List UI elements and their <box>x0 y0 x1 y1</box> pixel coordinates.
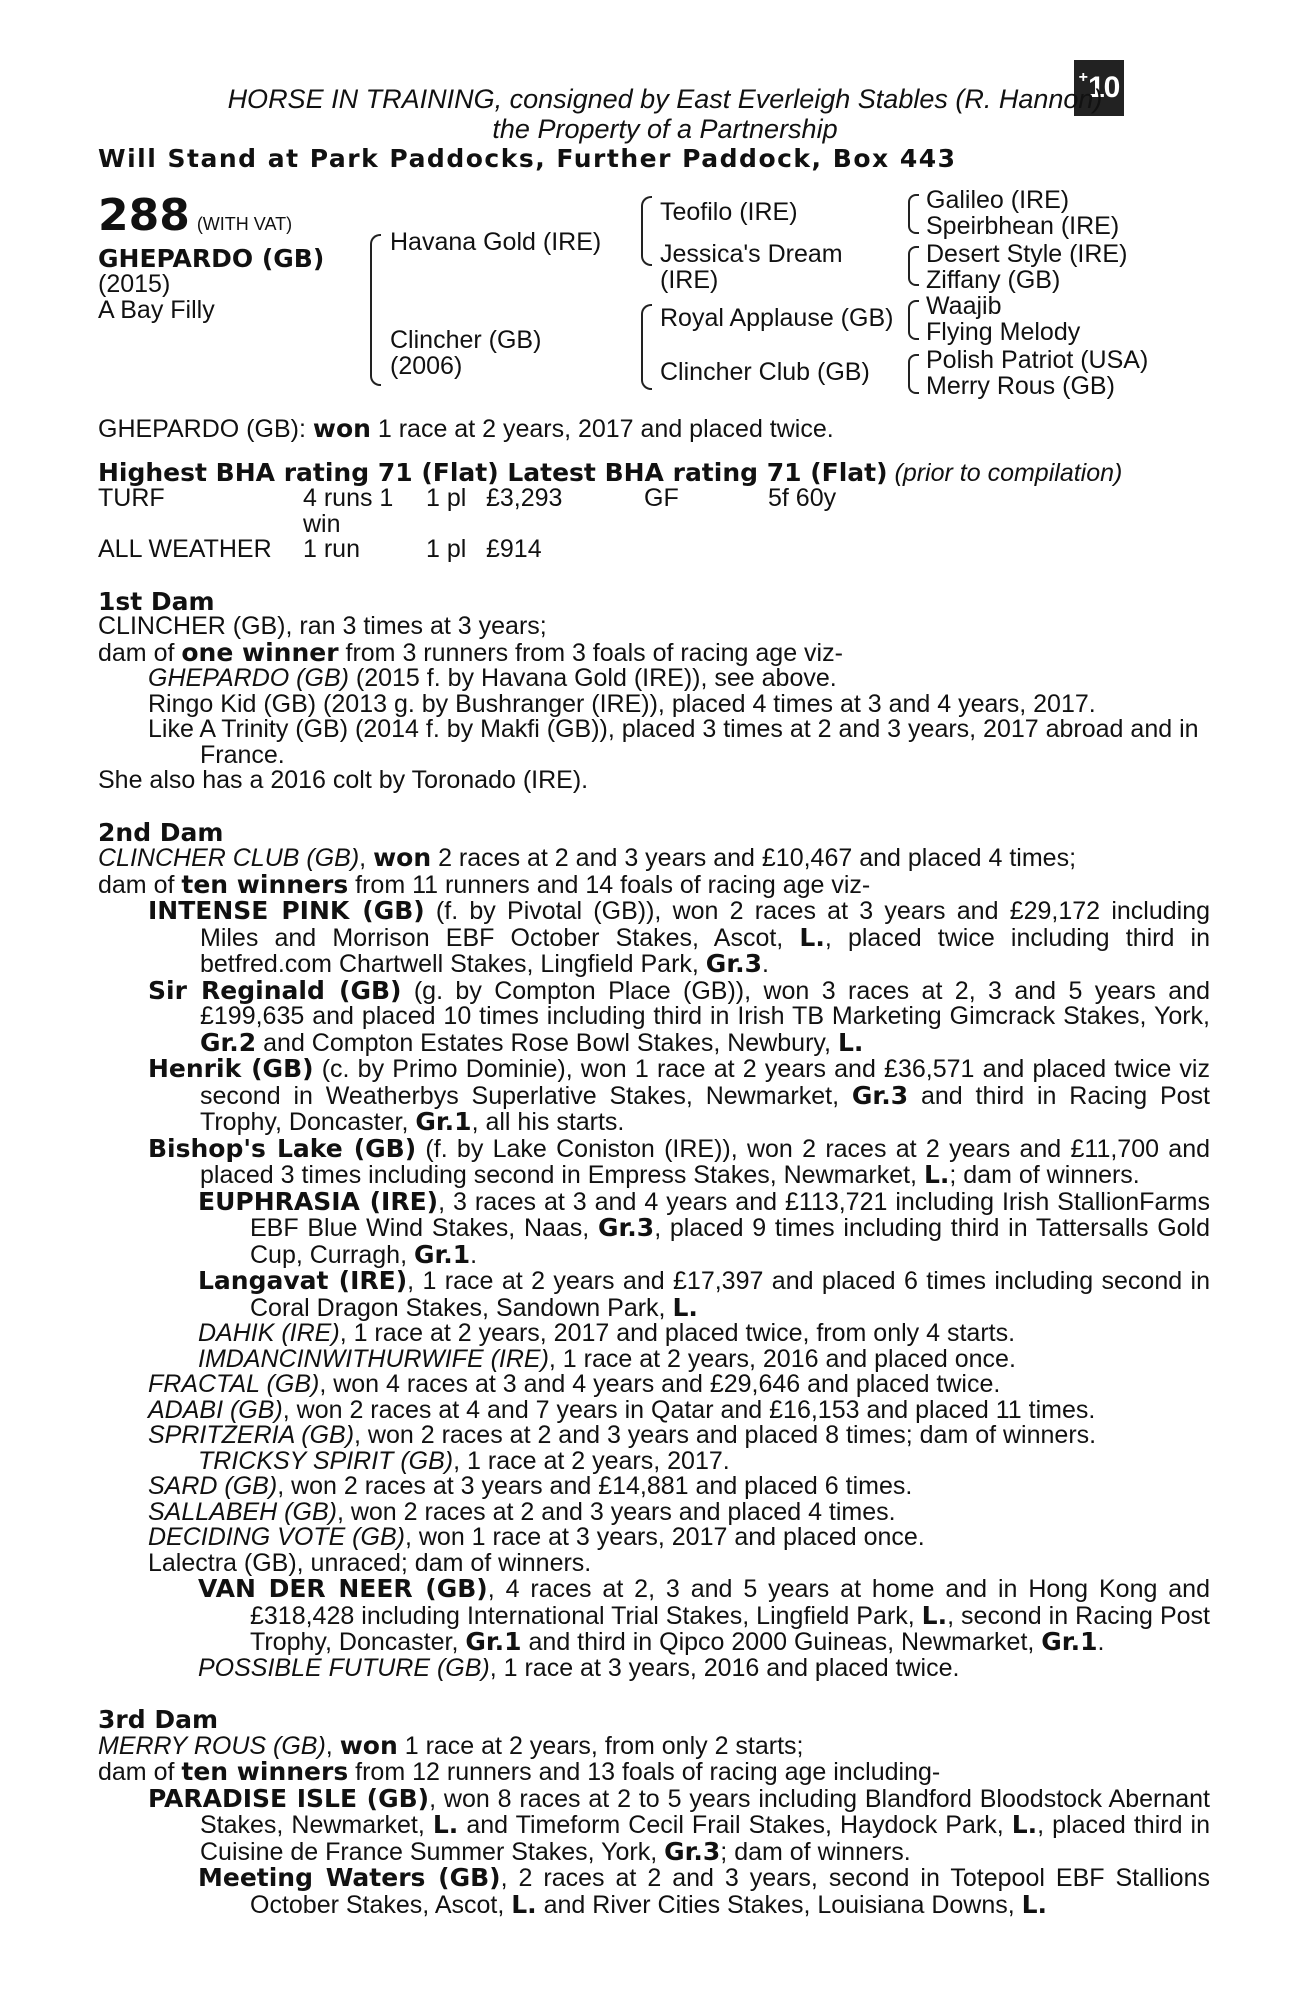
produce-ghepardo: GHEPARDO (GB) (2015 f. by Havana Gold (IRE)), see above. <box>148 664 837 692</box>
dd-sire: Polish Patriot (USA) <box>926 345 1149 374</box>
sire-sire: Teofilo (IRE) <box>660 197 798 226</box>
produce-lalectra: Lalectra (GB), unraced; dam of winners. <box>148 1548 592 1577</box>
produce-imdancinwithurwife: IMDANCINWITHURWIFE (IRE), 1 race at 2 years, 2016 and placed once. <box>198 1344 1016 1373</box>
gen3-bracket-3 <box>908 300 919 340</box>
produce-tricksy-spirit: TRICKSY SPIRIT (GB), 1 race at 2 years, 2017. <box>198 1446 730 1475</box>
produce-adabi: ADABI (GB), won 2 races at 4 and 7 years in Qatar and £16,153 and placed 11 times. <box>148 1395 1096 1424</box>
produce-spritzeria: SPRITZERIA (GB), won 2 races at 2 and 3 years and placed 8 times; dam of winners. <box>148 1421 1097 1449</box>
first-dam-heading: 1st Dam <box>98 586 215 616</box>
first-dam-record: CLINCHER (GB), ran 3 times at 3 years; <box>98 612 547 640</box>
third-dam-section <box>98 1707 1210 1918</box>
horse-name: GHEPARDO (GB) <box>98 243 325 273</box>
third-dam-heading: 3rd Dam <box>98 1705 218 1734</box>
produce-sallabeh: SALLABEH (GB), won 2 races at 2 and 3 years and placed 4 times. <box>148 1497 896 1526</box>
produce-paradise-isle: PARADISE ISLE (GB), won 8 races at 2 to 5 years including Blandford Bloodstock Abernant Stakes, Newmarket, L. and Timeform Cecil Frail Stakes, Haydock Park, L., placed third in Cuisine de France Summer Stakes, York, Gr.3; dam of winners. <box>148 1783 1211 1866</box>
dam-dam: Clincher Club (GB) <box>660 357 870 386</box>
produce-fractal: FRACTAL (GB), won 4 races at 3 and 4 years and £29,646 and placed twice. <box>148 1370 1001 1398</box>
produce-deciding-vote: DECIDING VOTE (GB), won 1 race at 3 years, 2017 and placed once. <box>148 1523 925 1551</box>
produce-euphrasia: EUPHRASIA (IRE), 3 races at 3 and 4 years and £113,721 including Irish StallionFarms EBF Blue Wind Stakes, Naas, Gr.3, placed 9 times including third in Tattersalls Gold Cup, Curragh, Gr.1. <box>198 1186 1211 1269</box>
produce-ringo-kid: Ringo Kid (GB) (2013 g. by Bushranger (IRE)), placed 4 times at 3 and 4 years, 2017. <box>148 689 1096 718</box>
gen3-bracket-4 <box>908 354 919 394</box>
produce-henrik: Henrik (GB) (c. by Primo Dominie), won 1 race at 2 years and £36,571 and placed twice viz second in Weatherbys Superlative Stakes, Newmarket, Gr.3 and third in Racing Post Trophy, Doncaster, Gr.1, all his starts. <box>148 1054 1210 1136</box>
dam: Clincher (GB) <box>390 325 542 354</box>
gen3-bracket-1 <box>908 194 919 234</box>
badge-plus: + <box>1078 69 1087 87</box>
produce-sard: SARD (GB), won 2 races at 3 years and £14,881 and placed 6 times. <box>148 1472 913 1500</box>
dd-dam: Merry Rous (GB) <box>926 371 1115 400</box>
horse-description: A Bay Filly <box>98 295 215 324</box>
sire: Havana Gold (IRE) <box>390 227 602 256</box>
ss-dam: Speirbhean (IRE) <box>926 211 1120 240</box>
dam-year: (2006) <box>390 351 463 380</box>
ratings-line: Highest BHA rating 71 (Flat) Latest BHA rating 71 (Flat) (prior to compilation) <box>98 457 1123 487</box>
third-dam-record: MERRY ROUS (GB), won 1 race at 2 years, from only 2 starts; <box>98 1730 804 1760</box>
foaling-year: (2015) <box>98 269 171 298</box>
property-line: the Property of a Partnership <box>492 114 838 144</box>
sd-dam: Ziffany (GB) <box>926 265 1061 294</box>
sire-dam-country: (IRE) <box>660 265 719 294</box>
lot-number: 288 <box>98 189 190 241</box>
second-dam-heading: 2nd Dam <box>98 817 224 847</box>
gen1-bracket <box>370 234 381 386</box>
first-dam-section <box>98 586 1210 794</box>
second-dam-section <box>98 817 1211 1682</box>
ds-dam: Flying Melody <box>926 317 1081 346</box>
ratings-row-aw: ALL WEATHER 1 run 1 pl £914 <box>98 535 542 563</box>
ds-sire: Waajib <box>926 291 1002 320</box>
produce-intense-pink: INTENSE PINK (GB) (f. by Pivotal (GB)), won 2 races at 3 years and £29,172 including Miles and Morrison EBF October Stakes, Ascot, L., placed twice including third in betfred.com Chartwell Stakes, Lingfield Park, Gr.3. <box>148 896 1210 978</box>
first-dam-produce: dam of one winner from 3 runners from 3 foals of racing age viz- <box>98 637 843 667</box>
produce-dahik: DAHIK (IRE), 1 race at 2 years, 2017 and placed twice, from only 4 starts. <box>198 1319 1016 1347</box>
ratings-row-turf: TURF 4 runs 1 win 1 pl £3,293 GF 5f 60y <box>98 484 837 538</box>
consignor-line: HORSE IN TRAINING, consigned by East Everleigh Stables (R. Hannon) <box>227 84 1103 114</box>
sire-dam: Jessica's Dream <box>660 239 843 268</box>
vat-note: (WITH VAT) <box>196 213 293 234</box>
first-dam-note: She also has a 2016 colt by Toronado (IRE). <box>98 766 589 794</box>
produce-meeting-waters: Meeting Waters (GB), 2 races at 2 and 3 years, second in Totepool EBF Stallions October Stakes, Ascot, L. and River Cities Stakes, Louisiana Downs, L. <box>198 1863 1210 1919</box>
produce-van-der-neer: VAN DER NEER (GB), 4 races at 2, 3 and 5 years at home and in Hong Kong and £318,428 including International Trial Stakes, Lingfield Park, L., second in Racing Post Trophy, Doncaster, Gr.1 and third in Qipco 2000 Guineas, Newmarket, Gr.1. <box>198 1574 1210 1656</box>
produce-possible-future: POSSIBLE FUTURE (GB), 1 race at 3 years, 2016 and placed twice. <box>198 1653 960 1682</box>
sd-sire: Desert Style (IRE) <box>926 239 1128 268</box>
catalogue-page <box>98 84 1210 1918</box>
produce-langavat: Langavat (IRE), 1 race at 2 years and £17,397 and placed 6 times including second in Coral Dragon Stakes, Sandown Park, L. <box>198 1266 1210 1322</box>
stand-line: Will Stand at Park Paddocks, Further Paddock, Box 443 <box>98 144 957 173</box>
pedigree-table <box>98 185 1210 450</box>
ratings-section <box>98 457 1210 563</box>
produce-bishops-lake: Bishop's Lake (GB) (f. by Lake Coniston (IRE)), won 2 races at 2 years and £11,700 and placed 3 times including second in Empress Stakes, Newmarket, L.; dam of winners. <box>148 1133 1210 1189</box>
ss-sire: Galileo (IRE) <box>926 185 1070 214</box>
gen3-bracket-2 <box>908 246 919 286</box>
badge-number: 10 <box>1087 71 1120 105</box>
race-summary: GHEPARDO (GB): won 1 race at 2 years, 2017 and placed twice. <box>98 413 834 443</box>
produce-sir-reginald: Sir Reginald (GB) (g. by Compton Place (GB)), won 3 races at 2, 3 and 5 years and £199,635 and placed 10 times including third in Irish TB Marketing Gimcrack Stakes, York, Gr.2 and Compton Estates Rose Bowl Stakes, Newbury, L. <box>148 975 1210 1057</box>
second-dam-record: CLINCHER CLUB (GB), won 2 races at 2 and 3 years and £10,467 and placed 4 times; <box>98 843 1077 872</box>
gen2-bracket-bottom <box>641 304 652 390</box>
dam-sire: Royal Applause (GB) <box>660 303 894 332</box>
third-dam-produce: dam of ten winners from 12 runners and 13 foals of racing age including- <box>98 1757 941 1786</box>
gen2-bracket-top <box>641 196 652 266</box>
second-dam-produce: dam of ten winners from 11 runners and 14 foals of racing age viz- <box>98 869 871 899</box>
lot-number-line <box>98 189 293 241</box>
produce-like-a-trinity: Like A Trinity (GB) (2014 f. by Makfi (GB)), placed 3 times at 2 and 3 years, 2017 abroad and in France. <box>148 715 1199 769</box>
